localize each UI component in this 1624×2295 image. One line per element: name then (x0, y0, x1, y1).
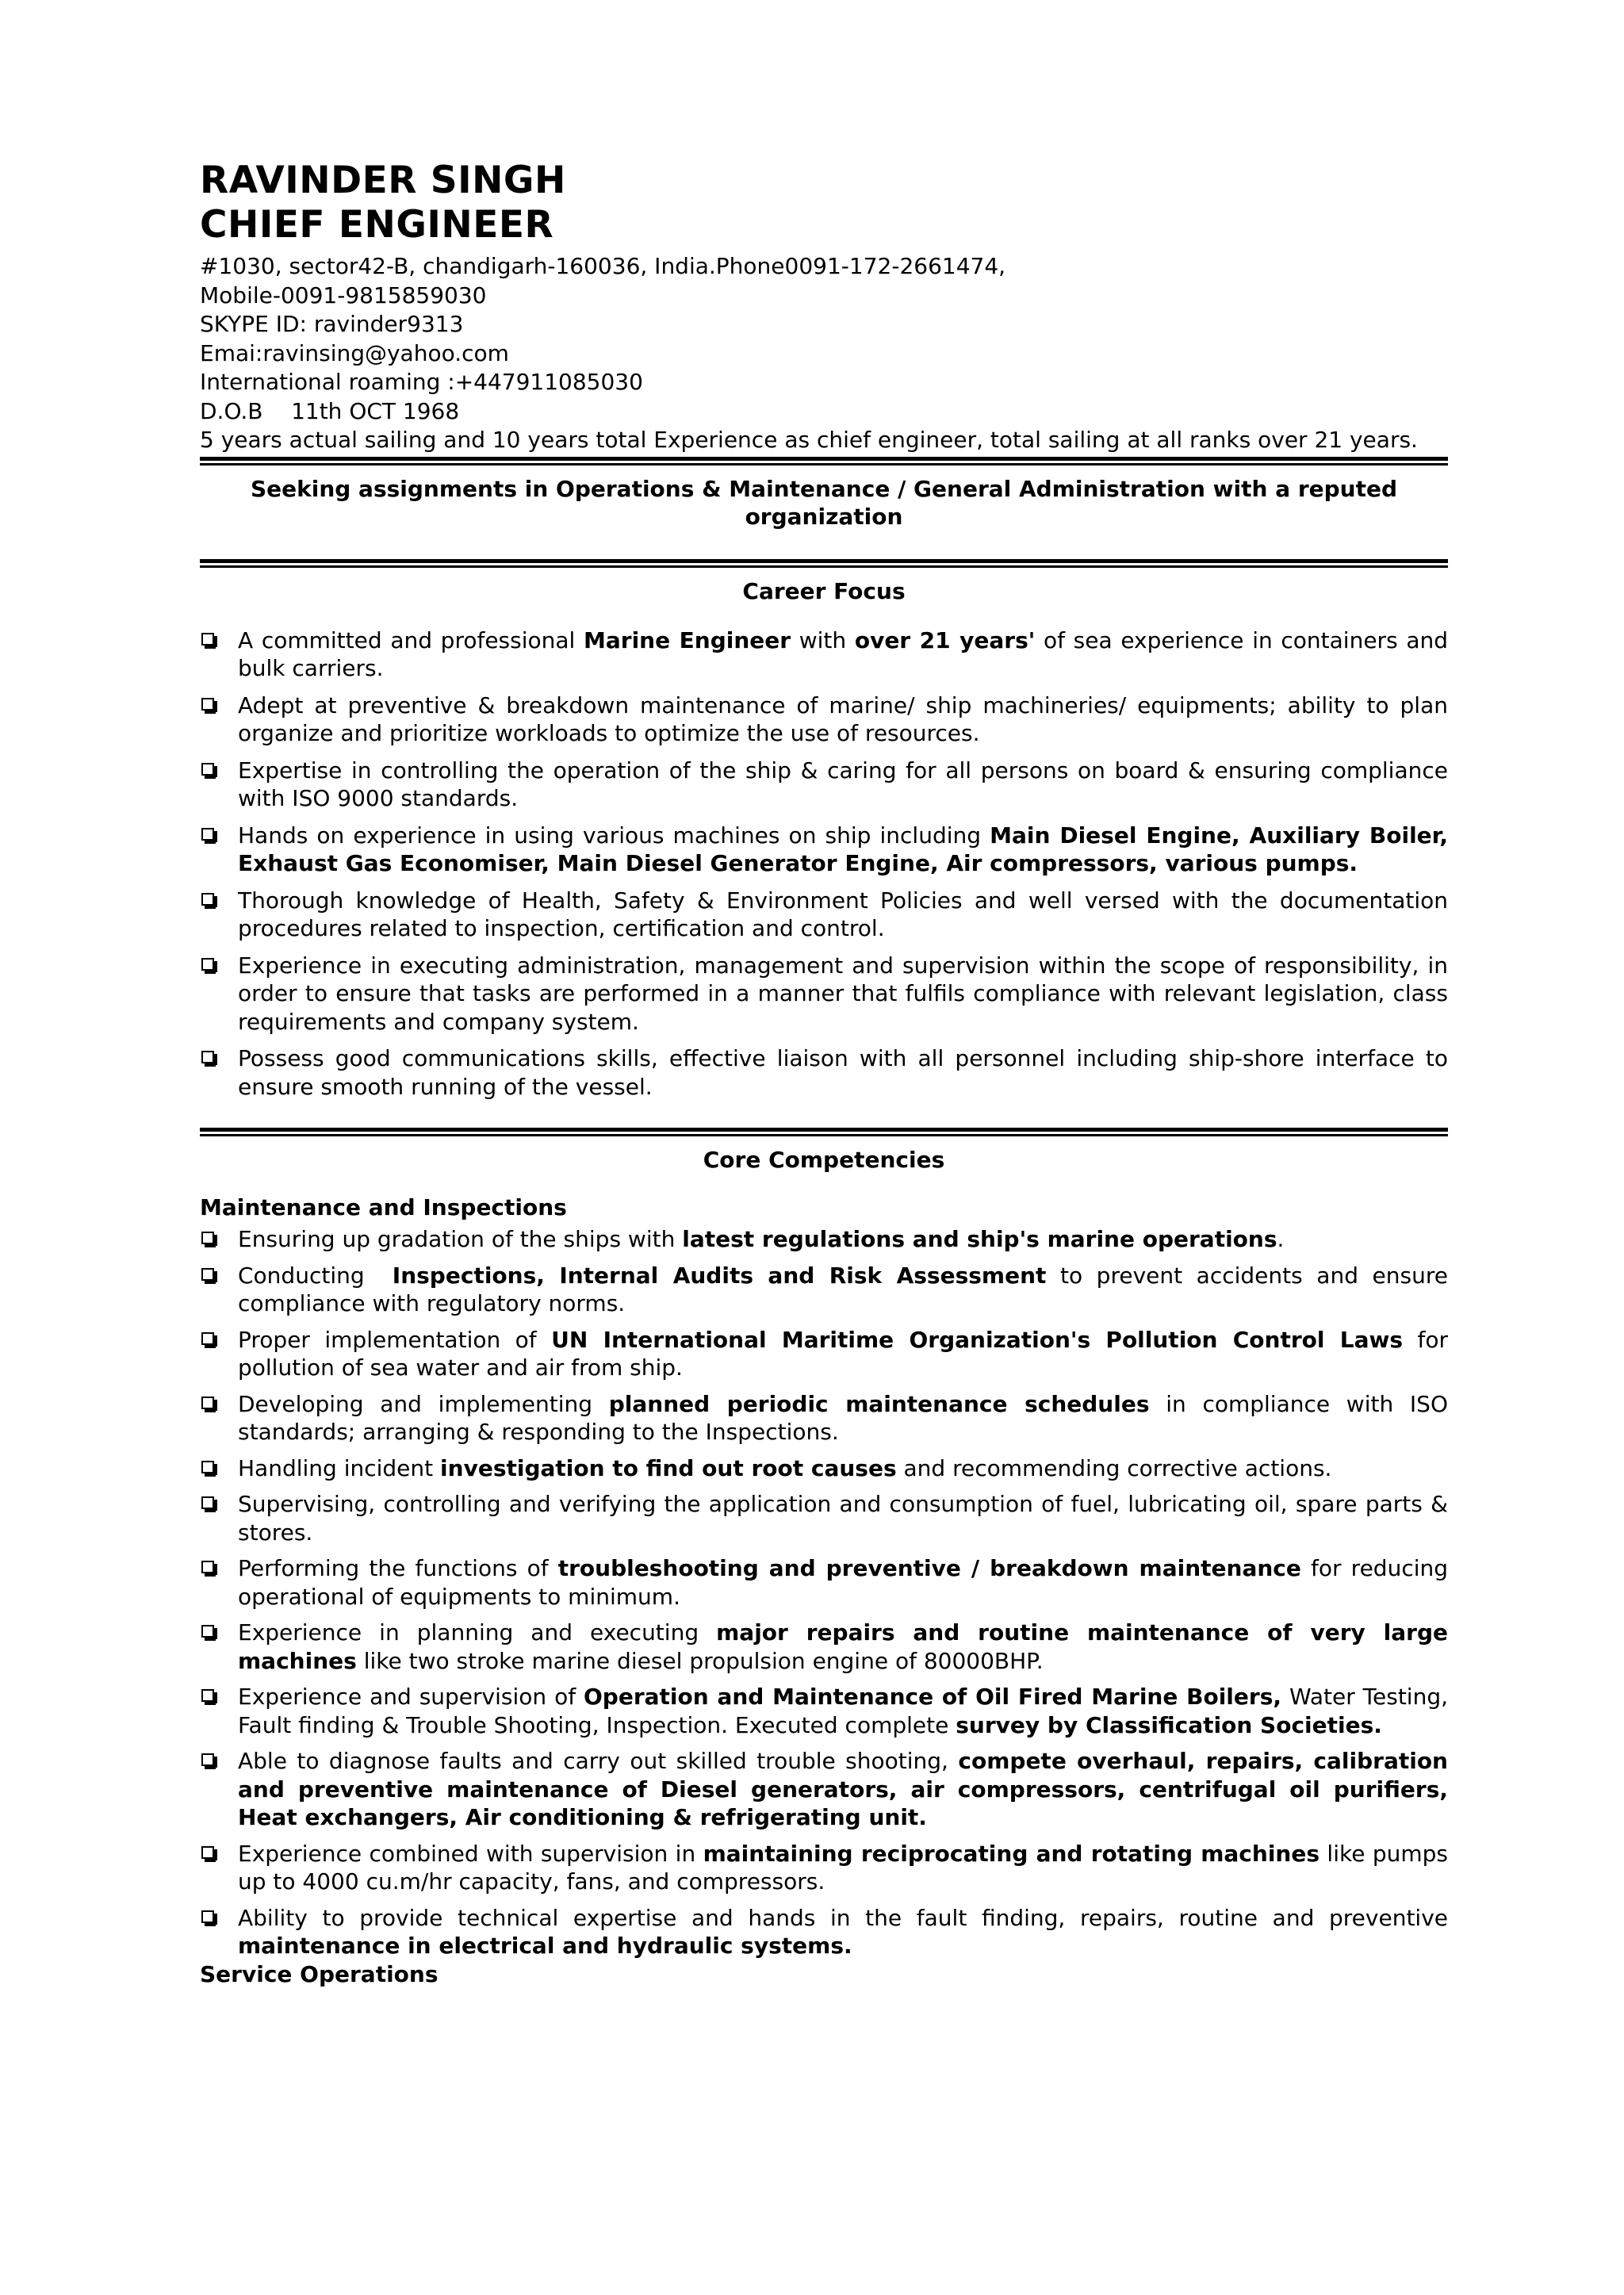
career-focus-title: Career Focus (742, 577, 906, 604)
list-item: Supervising, controlling and verifying the application and consumption of fuel, lubricating oil, spare parts & stores. (200, 1490, 1448, 1546)
checkbox-bullet-icon (201, 828, 214, 841)
skype-line: SKYPE ID: ravinder9313 (200, 311, 464, 337)
list-item: Hands on experience in using various machines on ship including Main Diesel Engine, Auxiliary Boiler, Exhaust Gas Economiser, Main Diesel Generator Engine, Air compressors, various pumps. (200, 822, 1448, 878)
checkbox-bullet-icon (201, 1496, 214, 1509)
list-item: Handling incident investigation to find out root causes and recommending corrective actions. (200, 1454, 1448, 1483)
core-competencies-list (200, 1225, 1448, 1960)
checkbox-bullet-icon (201, 633, 214, 646)
checkbox-bullet-icon (201, 1397, 214, 1409)
career-focus-list (200, 626, 1448, 1102)
checkbox-bullet-icon (201, 1268, 214, 1281)
checkbox-bullet-icon (201, 698, 214, 711)
checkbox-bullet-icon (201, 958, 214, 971)
roaming-line: International roaming :+447911085030 (200, 369, 643, 395)
checkbox-bullet-icon (201, 893, 214, 906)
list-item: Ability to provide technical expertise and hands in the fault finding, repairs, routine and preventive maintenance in electrical and hydraulic systems. (200, 1904, 1448, 1960)
candidate-title: CHIEF ENGINEER (200, 203, 554, 247)
checkbox-bullet-icon (201, 1332, 214, 1345)
checkbox-bullet-icon (201, 1232, 214, 1244)
divider (200, 559, 1448, 568)
checkbox-bullet-icon (201, 1561, 214, 1573)
checkbox-bullet-icon (201, 1753, 214, 1766)
resume-content (200, 159, 1448, 1989)
service-operations-subheading: Service Operations (200, 1960, 439, 1987)
checkbox-bullet-icon (201, 1461, 214, 1473)
list-item: Adept at preventive & breakdown maintenance of marine/ ship machineries/ equipments; ability to plan organize and prioritize workloads to optimize the use of resources. (200, 692, 1448, 748)
maintenance-subheading: Maintenance and Inspections (200, 1194, 567, 1220)
dob-line: D.O.B 11th OCT 1968 (200, 397, 460, 424)
list-item: A committed and professional Marine Engineer with over 21 years' of sea experience in containers and bulk carriers. (200, 626, 1448, 683)
candidate-name: RAVINDER SINGH (200, 159, 566, 202)
core-competencies-title: Core Competencies (703, 1147, 945, 1173)
checkbox-bullet-icon (201, 1625, 214, 1638)
list-item: Able to diagnose faults and carry out skilled trouble shooting, compete overhaul, repairs, calibration and preventive maintenance of Diesel generators, air compressors, centrifugal oil purifiers, Heat exchangers, Air conditioning & refrigerating unit. (200, 1747, 1448, 1832)
list-item: Performing the functions of troubleshooting and preventive / breakdown maintenance for reducing operational of equipments to minimum. (200, 1554, 1448, 1611)
contact-block (200, 252, 1448, 455)
address-line: #1030, sector42-B, chandigarh-160036, India.Phone0091-172-2661474, (200, 253, 1006, 279)
list-item: Proper implementation of UN International Maritime Organization's Pollution Control Laws for pollution of sea water and air from ship. (200, 1326, 1448, 1382)
list-item: Developing and implementing planned periodic maintenance schedules in compliance with ISO standards; arranging & responding to the Inspections. (200, 1390, 1448, 1446)
checkbox-bullet-icon (201, 763, 214, 776)
summary-line: 5 years actual sailing and 10 years total Experience as chief engineer, total sailing at all ranks over 21 years. (200, 427, 1418, 453)
list-item: Thorough knowledge of Health, Safety & Environment Policies and well versed with the documentation procedures related to inspection, certification and control. (200, 887, 1448, 943)
checkbox-bullet-icon (201, 1846, 214, 1859)
list-item: Experience combined with supervision in maintaining reciprocating and rotating machines like pumps up to 4000 cu.m/hr capacity, fans, and compressors. (200, 1840, 1448, 1896)
divider (200, 1128, 1448, 1136)
checkbox-bullet-icon (201, 1910, 214, 1923)
list-item: Ensuring up gradation of the ships with latest regulations and ship's marine operations. (200, 1225, 1448, 1254)
list-item: Possess good communications skills, effective liaison with all personnel including ship-shore interface to ensure smooth running of the vessel. (200, 1044, 1448, 1101)
email-line: Emai:ravinsing@yahoo.com (200, 339, 509, 366)
list-item: Experience in executing administration, management and supervision within the scope of responsibility, in order to ensure that tasks are performed in a manner that fulfils compliance with relevant legislation, class requirements and company system. (200, 952, 1448, 1036)
list-item: Experience in planning and executing major repairs and routine maintenance of very large machines like two stroke marine diesel propulsion engine of 80000BHP. (200, 1619, 1448, 1675)
list-item: Experience and supervision of Operation and Maintenance of Oil Fired Marine Boilers, Water Testing, Fault finding & Trouble Shooting, Inspection. Executed complete survey by Classification Societies. (200, 1683, 1448, 1739)
checkbox-bullet-icon (201, 1689, 214, 1702)
list-item: Expertise in controlling the operation of the ship & caring for all persons on board & ensuring compliance with ISO 9000 standards. (200, 757, 1448, 813)
checkbox-bullet-icon (201, 1051, 214, 1063)
objective-statement: Seeking assignments in Operations & Maintenance / General Administration with a reputed organization (250, 475, 1398, 530)
divider (200, 457, 1448, 466)
list-item: Conducting Inspections, Internal Audits and Risk Assessment to prevent accidents and ensure compliance with regulatory norms. (200, 1262, 1448, 1318)
mobile-line: Mobile-0091-9815859030 (200, 282, 487, 308)
